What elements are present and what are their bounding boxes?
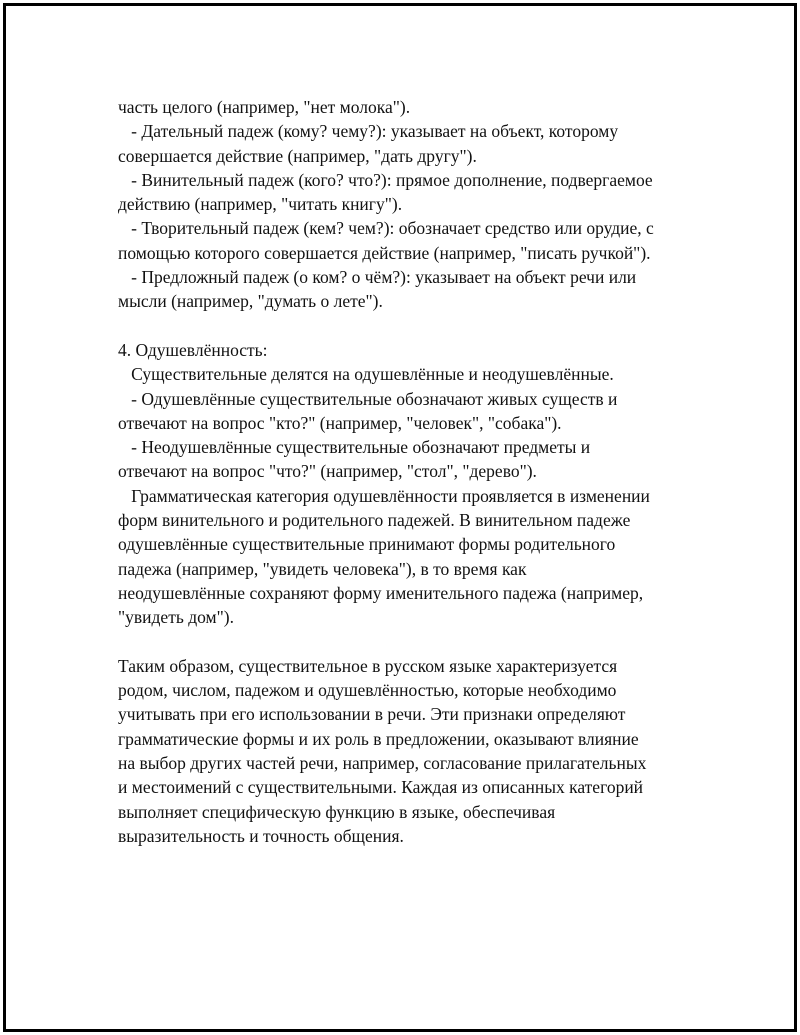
text-line: - Неодушевлённые существительные обозначают предметы и [118,437,591,458]
text-line: учитывать при его использовании в речи. Эти признаки определяют [118,704,626,725]
text-line: родом, числом, падежом и одушевлённостью, которые необходимо [118,680,617,701]
text-line: "увидеть дом"). [118,607,234,628]
text-line: на выбор других частей речи, например, согласование прилагательных [118,753,647,774]
text-line: совершается действие (например, "дать другу"). [118,145,477,166]
paragraph-animacy [118,338,718,630]
text-line: грамматические формы и их роль в предложении, оказывают влияние [118,728,639,749]
text-line: часть целого (например, "нет молока"). [118,97,411,117]
text-line: помощью которого совершается действие (например, "писать ручкой"). [118,242,651,263]
text-line: Существительные делятся на одушевлённые и неодушевлённые. [118,364,614,385]
text-line: падежа (например, "увидеть человека"), в то время как [118,558,527,579]
paragraph-gap [118,314,718,338]
text-line: выразительность и точность общения. [118,825,404,846]
text-line: отвечают на вопрос "что?" (например, "стол", "дерево"). [118,461,537,482]
text-line: одушевлённые существительные принимают формы родительного [118,534,616,555]
document-body [118,95,718,848]
paragraph-conclusion [118,654,718,848]
text-line: Таким образом, существительное в русском языке характеризуется [118,655,618,676]
text-line: - Одушевлённые существительные обозначают живых существ и [118,388,618,409]
section-heading: 4. Одушевлённость: [118,339,268,360]
text-line: Грамматическая категория одушевлённости проявляется в изменении [118,485,650,506]
text-line: действию (например, "читать книгу"). [118,194,403,215]
paragraph-gap [118,630,718,654]
paragraph-noun-cases [118,95,718,314]
text-line: - Дательный падеж (кому? чему?): указывает на объект, которому [118,121,619,142]
text-line: и местоимений с существительными. Каждая из описанных категорий [118,777,644,798]
text-line: мысли (например, "думать о лете"). [118,291,383,312]
text-line: форм винительного и родительного падежей. В винительном падеже [118,510,631,531]
text-line: выполняет специфическую функцию в языке, обеспечивая [118,801,556,822]
text-line: - Предложный падеж (о ком? о чём?): указывает на объект речи или [118,267,637,288]
text-line: - Винительный падеж (кого? что?): прямое дополнение, подвергаемое [118,169,653,190]
text-line: - Творительный падеж (кем? чем?): обозначает средство или орудие, с [118,218,654,239]
text-line: неодушевлённые сохраняют форму именительного падежа (например, [118,582,644,603]
text-line: отвечают на вопрос "кто?" (например, "человек", "собака"). [118,412,562,433]
